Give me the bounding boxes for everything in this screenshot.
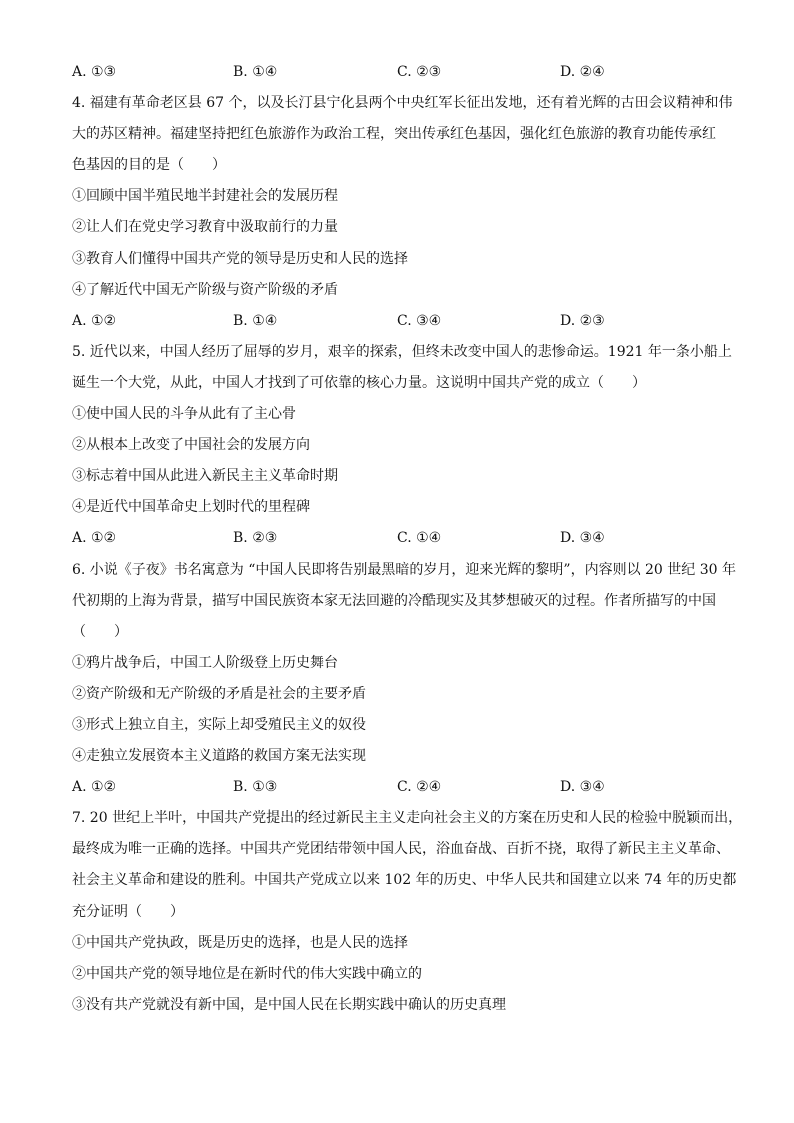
q7-stem-line: 最终成为唯一正确的选择。中国共产党团结带领中国人民，浴血奋战、百折不挠，取得了新民主主义革命、 <box>72 841 730 858</box>
q5-stem-line: 5. 近代以来，中国人经历了屈辱的岁月，艰辛的探索，但终未改变中国人的悲惨命运。1921 年一条小船上 <box>72 343 732 360</box>
q6-option-c[interactable]: C. ②④ <box>397 779 442 796</box>
exam-page <box>72 62 743 1026</box>
q5-option-d[interactable]: D. ③④ <box>560 530 605 547</box>
q5-option-c[interactable]: C. ①④ <box>397 530 442 547</box>
question-5 <box>72 342 732 560</box>
q6-option-d[interactable]: D. ③④ <box>560 779 605 796</box>
q4-stem-line: 4. 福建有革命老区县 67 个，以及长汀县宁化县两个中央红军长征出发地，还有着光辉的古田会议精神和伟 <box>72 95 733 112</box>
q3-options <box>72 62 732 93</box>
q6-stem-line: 代初期的上海为背景，描写中国民族资本家无法回避的冷酷现实及其梦想破灭的过程。作者所描写的中国 <box>72 592 716 609</box>
q5-options <box>72 528 732 559</box>
q4-option-a[interactable]: A. ①② <box>72 312 117 329</box>
q4-item-1: ①回顾中国半殖民地半封建社会的发展历程 <box>72 188 338 205</box>
question-6 <box>72 560 736 809</box>
q4-item-3: ③教育人们懂得中国共产党的领导是历史和人民的选择 <box>72 250 408 267</box>
q6-stem-line: （ ） <box>72 623 128 640</box>
q4-stem-line: 大的苏区精神。福建坚持把红色旅游作为政治工程，突出传承红色基因，强化红色旅游的教育功能传承红 <box>72 126 716 143</box>
q6-item-3: ③形式上独立自主，实际上却受殖民主义的奴役 <box>72 716 366 733</box>
q7-stem-line: 7. 20 世纪上半叶，中国共产党提出的经过新民主主义走向社会主义的方案在历史和人民的检验中脱颖而出， <box>72 810 743 827</box>
q3-option-c[interactable]: C. ②③ <box>397 64 442 80</box>
q5-item-3: ③标志着中国从此进入新民主主义革命时期 <box>72 468 338 485</box>
q5-option-a[interactable]: A. ①② <box>72 530 117 547</box>
q4-item-2: ②让人们在党史学习教育中汲取前行的力量 <box>72 219 338 236</box>
q6-item-4: ④走独立发展资本主义道路的救国方案无法实现 <box>72 748 366 765</box>
q5-item-2: ②从根本上改变了中国社会的发展方向 <box>72 437 310 454</box>
q6-item-1: ①鸦片战争后，中国工人阶级登上历史舞台 <box>72 654 338 671</box>
q7-item-3: ③没有共产党就没有新中国，是中国人民在长期实践中确认的历史真理 <box>72 996 506 1013</box>
q7-item-2: ②中国共产党的领导地位是在新时代的伟大实践中确立的 <box>72 965 422 982</box>
q3-option-d[interactable]: D. ②④ <box>560 64 605 80</box>
q4-stem-line: 色基因的目的是（ ） <box>72 157 226 174</box>
q4-options <box>72 311 732 342</box>
q5-option-b[interactable]: B. ②③ <box>233 530 278 547</box>
q4-option-c[interactable]: C. ③④ <box>397 312 442 329</box>
q5-stem-line: 诞生一个大党，从此，中国人才找到了可依靠的核心力量。这说明中国共产党的成立（ ） <box>72 374 646 391</box>
q6-option-b[interactable]: B. ①③ <box>233 779 278 796</box>
q3-option-b[interactable]: B. ①④ <box>233 64 278 80</box>
q4-option-d[interactable]: D. ②③ <box>560 312 605 329</box>
q6-options <box>72 777 732 808</box>
q7-stem-line: 社会主义革命和建设的胜利。中国共产党成立以来 102 年的历史、中华人民共和国建立以来 74 年的历史都 <box>72 872 737 889</box>
q6-option-a[interactable]: A. ①② <box>72 779 117 796</box>
q3-option-a[interactable]: A. ①③ <box>72 64 117 80</box>
q7-stem-line: 充分证明（ ） <box>72 903 184 920</box>
question-7 <box>72 808 743 1026</box>
q5-item-1: ①使中国人民的斗争从此有了主心骨 <box>72 406 296 423</box>
q6-stem-line: 6. 小说《子夜》书名寓意为 “中国人民即将告别最黑暗的岁月，迎来光辉的黎明”，内容则以 20 世纪 30 年 <box>72 561 736 578</box>
q4-item-4: ④了解近代中国无产阶级与资产阶级的矛盾 <box>72 281 338 298</box>
q5-item-4: ④是近代中国革命史上划时代的里程碑 <box>72 499 310 516</box>
q4-option-b[interactable]: B. ①④ <box>233 312 278 329</box>
q6-item-2: ②资产阶级和无产阶级的矛盾是社会的主要矛盾 <box>72 685 366 702</box>
question-4 <box>72 93 732 342</box>
q7-item-1: ①中国共产党执政，既是历史的选择，也是人民的选择 <box>72 934 408 951</box>
